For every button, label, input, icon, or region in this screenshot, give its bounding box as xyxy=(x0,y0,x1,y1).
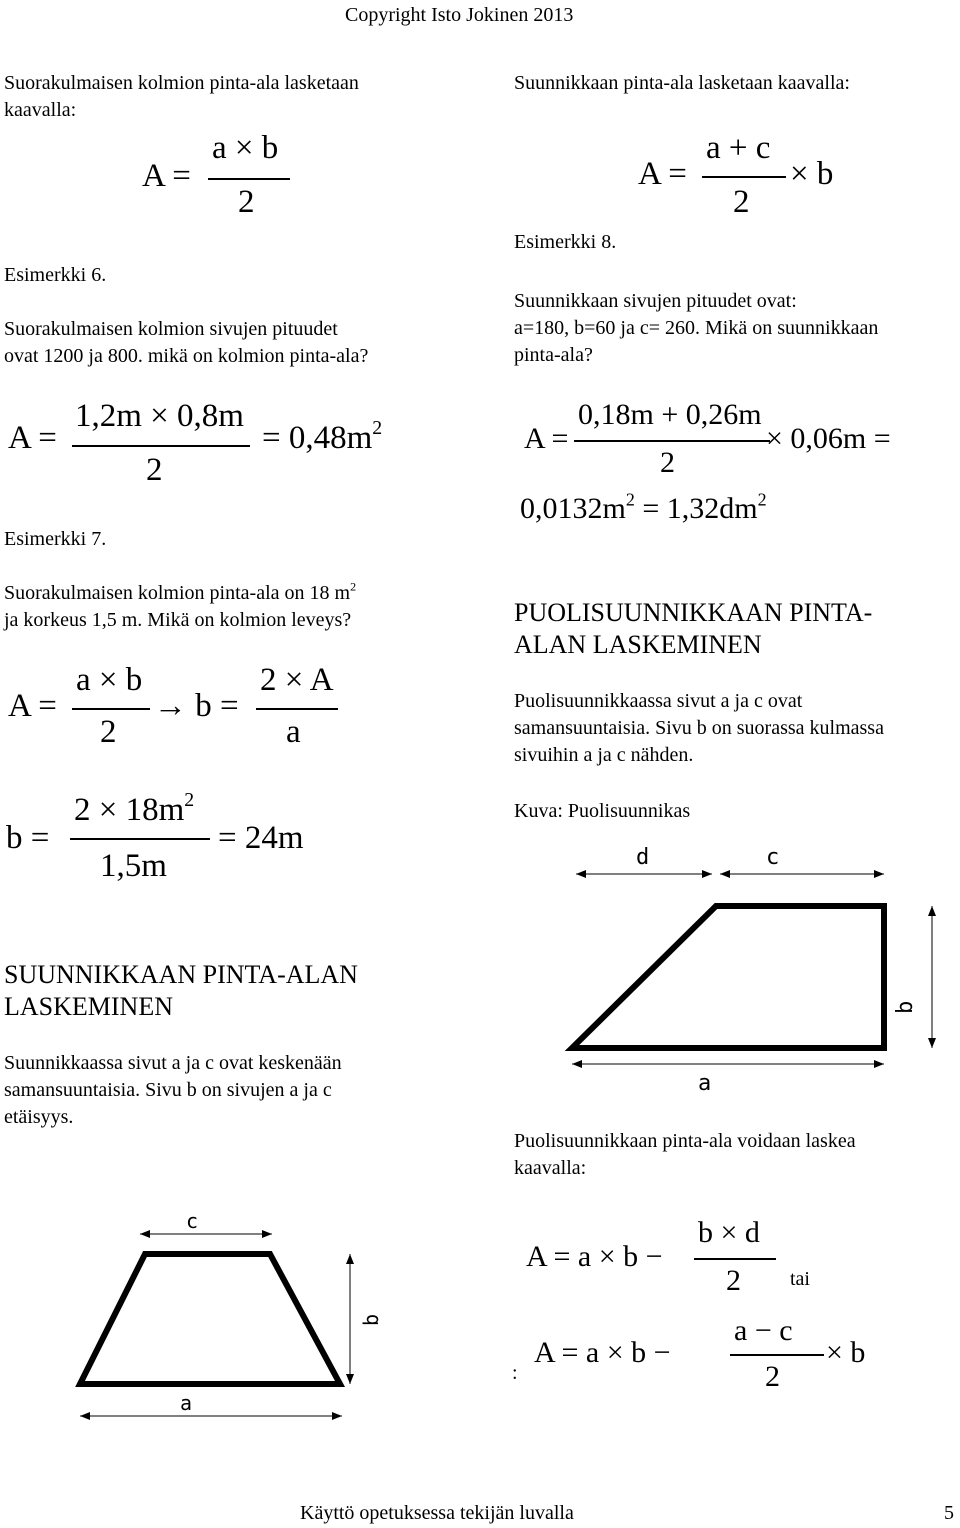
example-7-line1-exponent: 2 xyxy=(350,579,357,594)
example-7-line2: ja korkeus 1,5 m. Mikä on kolmion leveys? xyxy=(4,609,352,631)
right-body-line3: sivuihin a ja c nähden. xyxy=(514,744,694,766)
section-heading-line2: LASKEMINEN xyxy=(4,992,173,1021)
arrow-equation: → b = xyxy=(154,688,239,724)
dimension-c-top xyxy=(720,870,884,878)
section-heading-2-line2: ALAN LASKEMINEN xyxy=(514,630,762,659)
formula-lhs: A = xyxy=(142,158,191,194)
label-d: d xyxy=(636,845,650,870)
left-intro-line2: kaavalla: xyxy=(4,99,77,121)
example-6-title: Esimerkki 6. xyxy=(4,264,107,286)
right-intro: Suunnikkaan pinta-ala lasketaan kaavalla: xyxy=(514,72,850,94)
formula-lhs: A = a × b − xyxy=(526,1240,663,1273)
formula-tai: tai xyxy=(790,1268,810,1290)
right-text2-line2: kaavalla: xyxy=(514,1157,587,1179)
label-c: c xyxy=(186,1209,199,1233)
example-8-line2: a=180, b=60 ja c= 260. Mikä on suunnikkaan xyxy=(514,317,879,339)
right-body-line1: Puolisuunnikkaassa sivut a ja c ovat xyxy=(514,690,803,712)
formula-numerator: a + c xyxy=(706,130,771,166)
section-heading-line1: SUUNNIKKAAN PINTA-ALAN xyxy=(4,960,358,989)
example-8-line1: Suunnikkaan sivujen pituudet ovat: xyxy=(514,290,797,312)
left-body-line1: Suunnikkaassa sivut a ja c ovat keskenään xyxy=(4,1052,342,1074)
dimension-a-bottom xyxy=(572,1060,884,1068)
example-7-line1-text: Suorakulmaisen kolmion pinta-ala on 18 m xyxy=(4,582,351,604)
result-value: = 0,48m xyxy=(262,420,373,456)
example-7-title: Esimerkki 7. xyxy=(4,528,107,550)
formula-result: = 24m xyxy=(218,820,304,856)
right-trapezoid-shape xyxy=(572,906,884,1048)
dimension-b-right xyxy=(928,906,936,1048)
example-6-line1: Suorakulmaisen kolmion sivujen pituudet xyxy=(4,318,338,340)
fraction-bar xyxy=(730,1354,824,1356)
footer-text: Käyttö opetuksessa tekijän luvalla xyxy=(300,1502,574,1524)
formula-lhs: A = xyxy=(524,422,569,455)
result-dm2: = 1,32dm xyxy=(642,492,758,525)
formula-denominator: 2 xyxy=(726,1264,741,1297)
formula-numerator: b × d xyxy=(698,1216,760,1249)
example-8-title: Esimerkki 8. xyxy=(514,231,617,253)
formula-denominator: 2 xyxy=(100,714,117,750)
label-c: c xyxy=(766,845,780,870)
right-text2-line1: Puolisuunnikkaan pinta-ala voidaan laskea xyxy=(514,1130,856,1152)
example-8-line3: pinta-ala? xyxy=(514,344,593,366)
section-heading-2-line1: PUOLISUUNNIKKAAN PINTA- xyxy=(514,598,873,627)
result-dm2-exponent: 2 xyxy=(757,489,767,510)
left-intro-line1: Suorakulmaisen kolmion pinta-ala lasketaan xyxy=(4,72,359,94)
left-body-line3: etäisyys. xyxy=(4,1106,74,1128)
formula-multiplier: × b xyxy=(790,156,834,192)
result-m2: 0,0132m xyxy=(520,492,626,525)
example-6-line2: ovat 1200 ja 800. mikä on kolmion pinta-ala? xyxy=(4,345,369,367)
formula-numerator: a − c xyxy=(734,1314,793,1347)
formula-lhs: b = xyxy=(6,820,50,856)
formula-denominator: 1,5m xyxy=(100,848,167,884)
formula-numerator: a × b xyxy=(212,130,279,166)
dimension-d xyxy=(576,870,712,878)
left-body-line2: samansuuntaisia. Sivu b on sivujen a ja c xyxy=(4,1079,332,1101)
label-b: b xyxy=(893,1000,918,1014)
formula-lhs: A = xyxy=(638,156,687,192)
formula-denominator: 2 xyxy=(733,184,750,220)
numerator-value: 2 × 18m xyxy=(74,792,185,828)
label-b: b xyxy=(359,1313,383,1326)
page-number: 5 xyxy=(944,1502,954,1524)
formula-denominator-2: a xyxy=(286,714,301,750)
formula-multiplier: × 0,06m = xyxy=(766,422,891,455)
formula-colon: : xyxy=(512,1362,518,1384)
formula-denominator: 2 xyxy=(765,1360,780,1393)
figure-caption: Kuva: Puolisuunnikas xyxy=(514,800,691,822)
formula-numerator: a × b xyxy=(76,662,143,698)
label-a: a xyxy=(180,1391,193,1415)
formula-numerator: 0,18m + 0,26m xyxy=(578,398,762,431)
formula-multiplier: × b xyxy=(826,1336,866,1369)
result-m2-exponent: 2 xyxy=(625,489,635,510)
fraction-bar xyxy=(694,1258,776,1260)
label-a: a xyxy=(698,1071,712,1096)
formula-numerator: 1,2m × 0,8m xyxy=(75,398,244,434)
result-exponent: 2 xyxy=(372,417,383,440)
formula-denominator: 2 xyxy=(146,452,163,488)
page-header: Copyright Isto Jokinen 2013 xyxy=(345,4,574,26)
formula-numerator-2: 2 × A xyxy=(260,662,334,698)
formula-lhs: A = xyxy=(8,420,57,456)
formula-denominator: 2 xyxy=(660,446,675,479)
formula-lhs: A = xyxy=(8,688,57,724)
formula-lhs: A = a × b − xyxy=(534,1336,671,1369)
numerator-exponent: 2 xyxy=(184,789,195,812)
formula-denominator: 2 xyxy=(238,184,255,220)
right-body-line2: samansuuntaisia. Sivu b on suorassa kulmassa xyxy=(514,717,884,739)
